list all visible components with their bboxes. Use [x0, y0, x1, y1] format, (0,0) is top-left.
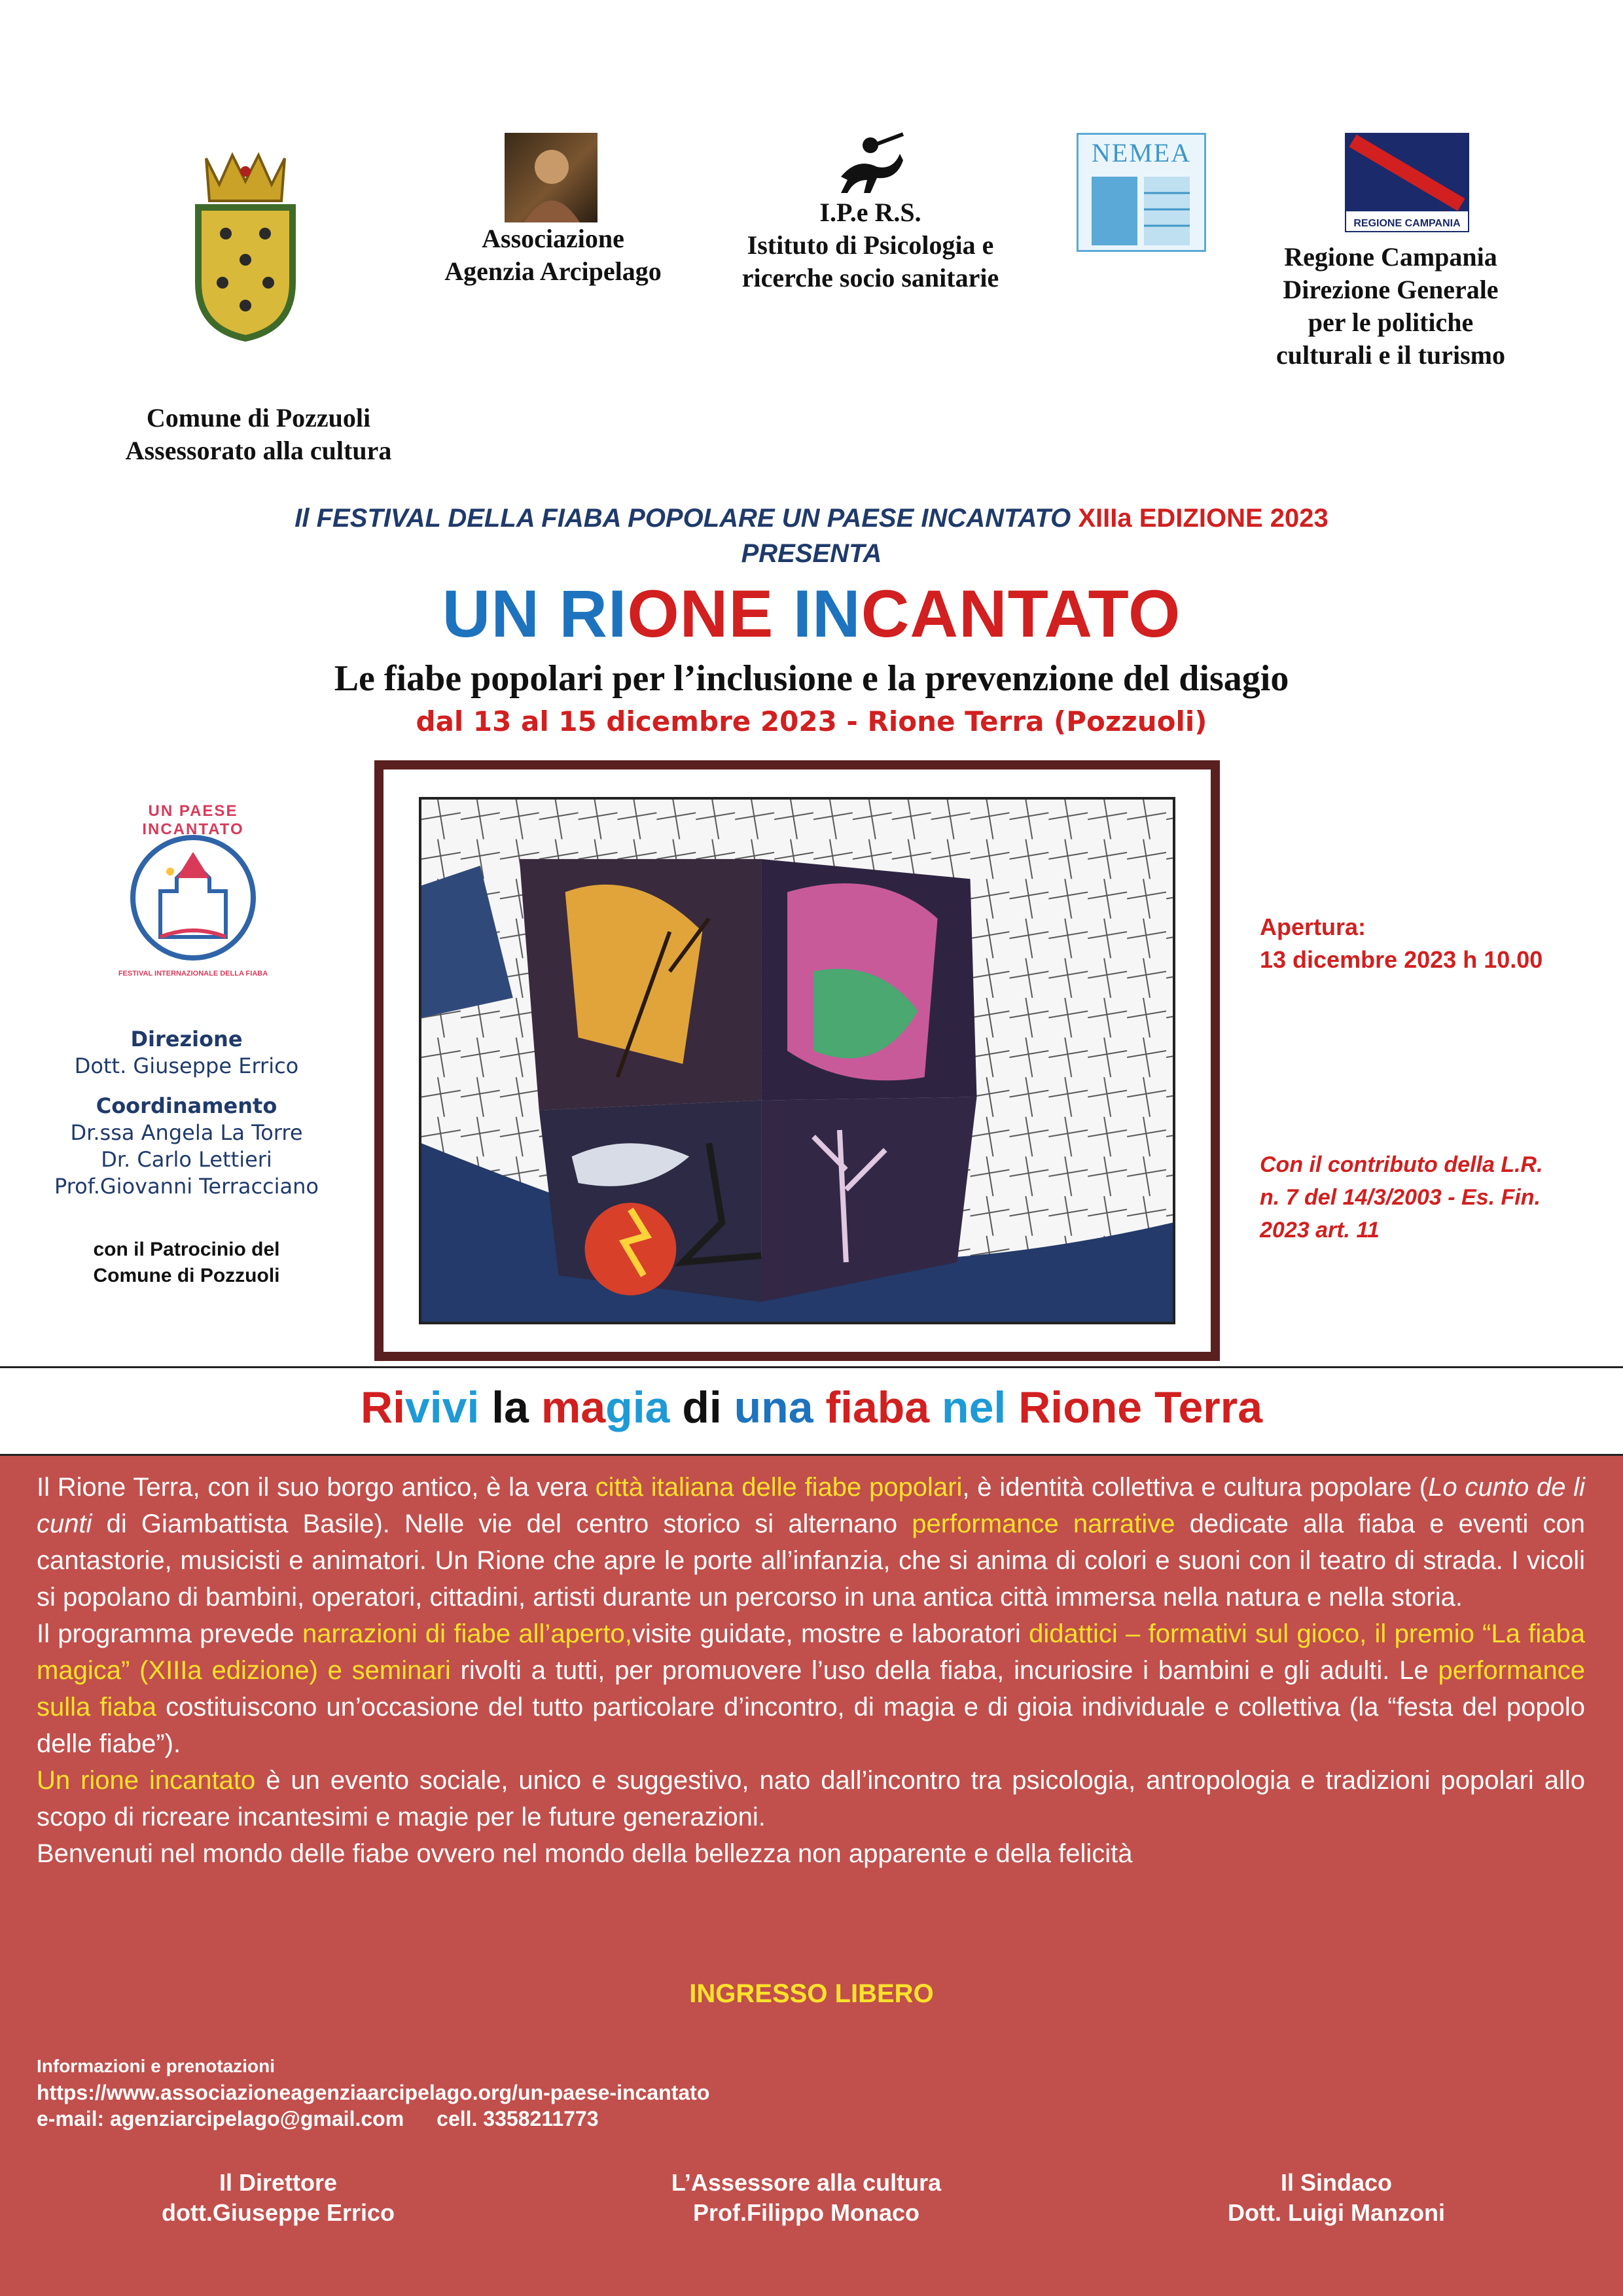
slogan-w6: fiaba — [813, 1383, 942, 1432]
slogan-w4: di — [669, 1383, 734, 1432]
info-cell[interactable]: cell. 3358211773 — [437, 2107, 599, 2130]
iper-logo — [831, 131, 910, 196]
contributo-line3: 2023 art. 11 — [1260, 1218, 1380, 1243]
p1-b: città italiana delle fiabe popolari — [595, 1473, 963, 1502]
direzione-name: Dott. Giuseppe Errico — [74, 1053, 299, 1078]
slogan-w2: la — [479, 1383, 541, 1432]
paese-incantato-badge — [98, 800, 288, 989]
iper-line3: ricerche socio sanitarie — [741, 263, 999, 292]
p1-g: dedicate alla fiaba e eventi con cantastorie, musicisti e animatori. Un Rione che apre le porte all’infanzia, che si anima di colori e suoni con il teatro di strada. I vicoli si popolano di bambini, operatori, cittadini, artisti durante un percorso in una antica città immersa nella natura e nella storia. — [37, 1510, 1586, 1612]
p1-c: , è identità collettiva e cultura popolare ( — [962, 1473, 1429, 1502]
badge-bottom-text: FESTIVAL INTERNAZIONALE DELLA FIABA — [118, 970, 268, 978]
coordinatore-1: Dr.ssa Angela La Torre — [70, 1120, 303, 1145]
comune-line1: Comune di Pozzuoli — [146, 403, 371, 433]
artwork-frame — [374, 760, 1220, 1361]
regione-label — [1230, 241, 1551, 372]
event-subtitle: Le fiabe popolari per l’inclusione e la prevenzione del disagio — [334, 658, 1289, 699]
regione-logo-text: REGIONE CAMPANIA — [1353, 218, 1461, 229]
slogan-w1b: vivi — [404, 1383, 480, 1432]
p1-a: Il Rione Terra, con il suo borgo antico, è la vera — [37, 1473, 596, 1502]
title-part-2: RI — [559, 576, 628, 651]
patrocinio-line1: con il Patrocinio del — [93, 1239, 280, 1260]
p3-a: Un rione incantato — [37, 1766, 256, 1795]
p2-a: Il programma prevede — [37, 1619, 302, 1648]
regione-campania-logo — [1345, 133, 1469, 232]
arcipelago-label — [386, 222, 720, 288]
p2-d: didattici – formativi sul gioco, il premio “La fiaba magica” (XIIIa edizione) e seminari — [37, 1619, 1586, 1685]
iper-line1: I.P.e R.S. — [819, 198, 921, 227]
signature-sindaco — [1107, 2168, 1565, 2228]
info-label: Informazioni e prenotazioni — [37, 2056, 276, 2076]
contributo — [1260, 1148, 1600, 1246]
title-part-4: IN — [793, 576, 861, 651]
regione-line4: culturali e il turismo — [1276, 340, 1505, 370]
apertura — [1260, 911, 1600, 976]
festival-name: Il FESTIVAL DELLA FIABA POPOLARE UN PAESE INCANTATO — [294, 504, 1079, 533]
p1-f: performance narrative — [912, 1510, 1175, 1538]
sindaco-name: Dott. Luigi Manzoni — [1228, 2199, 1445, 2226]
festival-presenta: PRESENTA — [741, 539, 882, 568]
festival-edition: XIIIa EDIZIONE 2023 — [1078, 504, 1329, 533]
slogan-w8: Rione Terra — [1006, 1383, 1263, 1432]
direttore-role: Il Direttore — [219, 2169, 338, 2196]
title-part-1: UN — [442, 576, 560, 651]
ingresso-libero: INGRESSO LIBERO — [689, 1979, 934, 2008]
paragraph-4: Benvenuti nel mondo delle fiabe ovvero nel mondo della bellezza non apparente e della felicità — [37, 1839, 1133, 1868]
signature-direttore — [49, 2168, 507, 2228]
p2-e: rivolti a tutti, per promuovere l’uso della fiaba, incuriosire i bambini e gli adulti. Le — [450, 1656, 1438, 1685]
regione-line3: per le politiche — [1308, 308, 1474, 337]
credits — [39, 1026, 334, 1200]
p2-g: costituiscono un’occasione del tutto particolare d’incontro, di magia e di gioia individuale e collettiva (la “festa del popolo delle fiabe”). — [37, 1693, 1586, 1758]
arcipelago-line1: Associazione — [482, 224, 624, 253]
p2-b: narrazioni di fiabe all’aperto, — [302, 1619, 632, 1648]
contact-info — [37, 2053, 709, 2132]
slogan-w1a: Ri — [360, 1383, 405, 1432]
p1-e: di Giambattista Basile). Nelle vie del centro storico si alternano — [92, 1510, 912, 1538]
patrocinio — [39, 1237, 334, 1289]
assessore-role: L’Assessore alla cultura — [671, 2169, 942, 2196]
paragraph-3 — [37, 1762, 1585, 1835]
divider-top — [0, 1366, 1623, 1368]
iper-line2: Istituto di Psicologia e — [747, 230, 994, 260]
description-text — [37, 1469, 1585, 1872]
title-part-3: ONE — [627, 576, 793, 651]
arcipelago-line2: Agenzia Arcipelago — [444, 256, 662, 286]
title-part-5: CANTATO — [861, 576, 1181, 651]
coordinatore-2: Dr. Carlo Lettieri — [101, 1147, 272, 1172]
event-title — [0, 576, 1623, 652]
signature-assessore — [577, 2168, 1035, 2228]
p1-d: Lo cunto de li cunti — [37, 1473, 1585, 1538]
slogan-w7: nel — [942, 1383, 1007, 1432]
info-email[interactable]: e-mail: agenziarcipelago@gmail.com — [37, 2107, 404, 2130]
p2-f: performance sulla fiaba — [37, 1656, 1586, 1722]
contributo-line2: n. 7 del 14/3/2003 - Es. Fin. — [1260, 1185, 1541, 1210]
festival-line — [0, 504, 1623, 533]
comune-pozzuoli-crest — [187, 145, 304, 343]
sindaco-role: Il Sindaco — [1280, 2169, 1393, 2196]
coordinatore-3: Prof.Giovanni Terracciano — [54, 1174, 319, 1199]
arcipelago-logo — [505, 133, 597, 222]
paragraph-2 — [37, 1616, 1585, 1762]
apertura-date: 13 dicembre 2023 h 10.00 — [1260, 946, 1543, 973]
artwork-image — [419, 797, 1175, 1324]
paragraph-1 — [37, 1469, 1585, 1616]
badge-top-text: UN PAESE INCANTATO — [142, 802, 244, 838]
nemea-logo — [1077, 133, 1206, 252]
apertura-label: Apertura: — [1260, 913, 1366, 940]
direzione-label: Direzione — [130, 1027, 243, 1051]
info-url[interactable]: https://www.associazioneagenziaarcipelago.org/un-paese-incantato — [37, 2081, 710, 2104]
patrocinio-line2: Comune di Pozzuoli — [93, 1265, 280, 1286]
comune-line2: Assessorato alla cultura — [125, 436, 392, 465]
slogan-w3b: gia — [605, 1383, 670, 1432]
iper-label — [707, 196, 1034, 294]
p2-c: visite guidate, mostre e laboratori — [632, 1619, 1029, 1648]
contributo-line1: Con il contributo della L.R. — [1260, 1152, 1543, 1177]
direttore-name: dott.Giuseppe Errico — [161, 2199, 395, 2226]
coordinamento-label: Coordinamento — [96, 1093, 277, 1118]
regione-line1: Regione Campania — [1284, 242, 1497, 272]
event-dates: dal 13 al 15 dicembre 2023 - Rione Terra (Pozzuoli) — [416, 705, 1207, 737]
slogan-w3a: ma — [541, 1383, 606, 1432]
slogan-w5: una — [734, 1383, 813, 1432]
slogan — [0, 1382, 1623, 1433]
p3-b: è un evento sociale, unico e suggestivo, nato dall’incontro tra psicologia, antropologia e tradizioni popolari allo scopo di ricreare incantesimi e magie per le future generazioni. — [37, 1766, 1585, 1831]
regione-line2: Direzione Generale — [1283, 275, 1499, 304]
comune-label — [92, 402, 425, 467]
assessore-name: Prof.Filippo Monaco — [693, 2199, 919, 2226]
nemea-logo-text: NEMEA — [1091, 138, 1192, 168]
